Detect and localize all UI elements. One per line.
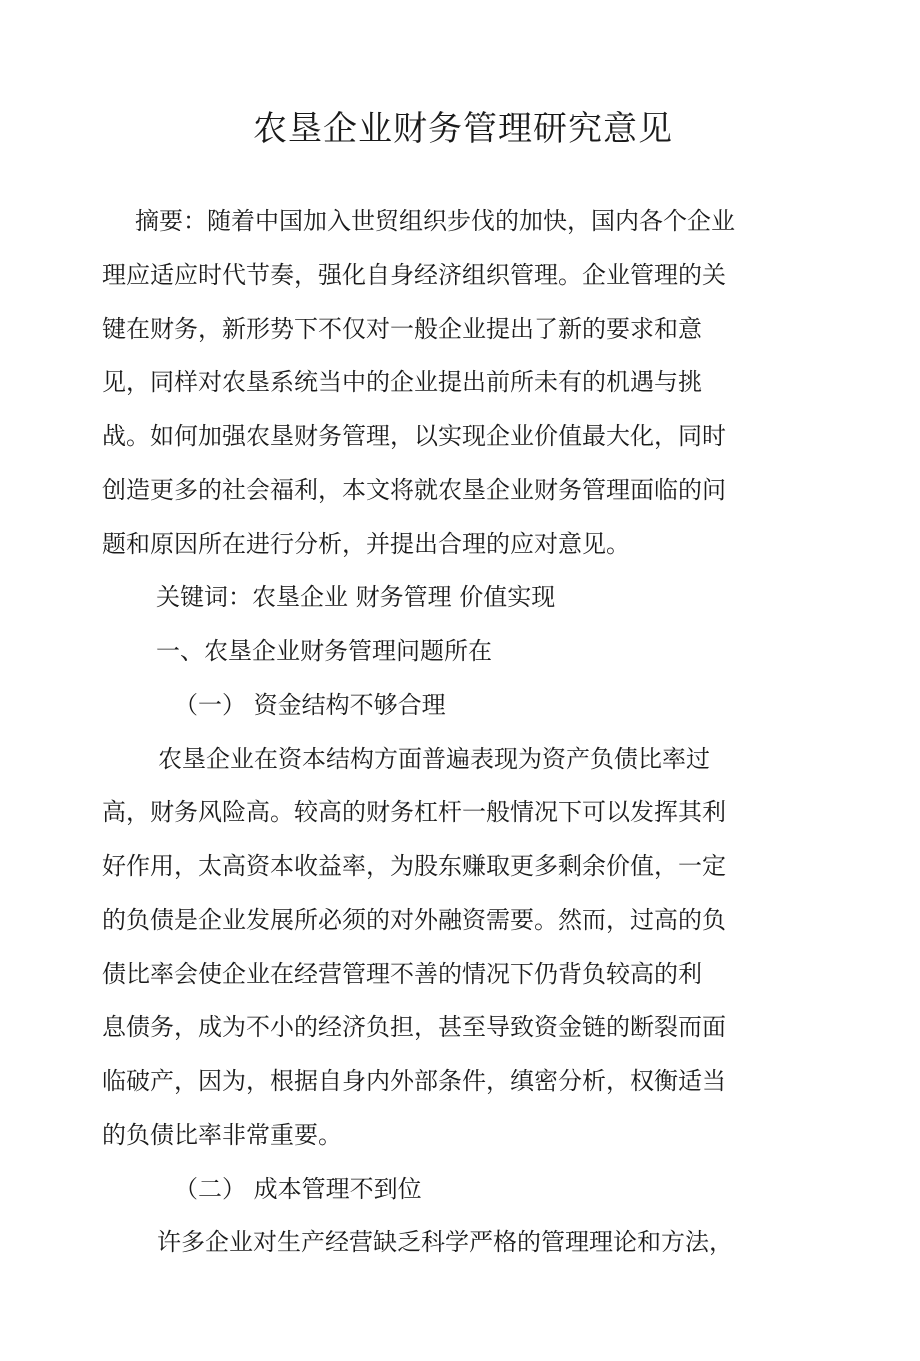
paragraph-line-3: 好作用，太高资本收益率，为股东赚取更多剩余价值，一定 [102,852,726,880]
paragraph-line-8: 的负债比率非常重要。 [102,1120,342,1149]
abstract-line-7: 题和原因所在进行分析，并提出合理的应对意见。 [102,529,630,558]
paragraph-line-4: 的负债是企业发展所必须的对外融资需要。然而，过高的负 [102,905,726,934]
abstract-line-6: 创造更多的社会福利，本文将就农垦企业财务管理面临的问 [102,475,726,504]
subsection-heading-2: （二） 成本管理不到位 [174,1174,422,1203]
document-body [102,195,792,1270]
abstract-line-5: 战。如何加强农垦财务管理，以实现企业价值最大化，同时 [102,422,726,450]
paragraph-line-1: 农垦企业在资本结构方面普遍表现为资产负债比率过 [158,744,710,773]
paragraph-line-2: 高，财务风险高。较高的财务杠杆一般情况下可以发挥其利 [102,798,726,827]
abstract-line-1: 摘要：随着中国加入世贸组织步伐的加快，国内各个企业 [135,207,735,235]
keywords-line: 关键词：农垦企业 财务管理 价值实现 [156,583,556,612]
paragraph-line-5: 债比率会使企业在经营管理不善的情况下仍背负较高的利 [102,959,702,988]
section-heading-1: 一、农垦企业财务管理问题所在 [156,637,492,665]
paragraph-line-9: 许多企业对生产经营缺乏科学严格的管理理论和方法， [157,1228,733,1257]
subsection-heading-1: （一） 资金结构不够合理 [174,690,446,719]
document-title: 农垦企业财务管理研究意见 [253,108,673,149]
abstract-line-3: 键在财务，新形势下不仅对一般企业提出了新的要求和意 [102,314,702,343]
abstract-line-2: 理应适应时代节奏，强化自身经济组织管理。企业管理的关 [102,260,726,289]
paragraph-line-7: 临破产，因为，根据自身内外部条件，缜密分析，权衡适当 [102,1067,726,1095]
abstract-line-4: 见，同样对农垦系统当中的企业提出前所未有的机遇与挑 [102,368,702,397]
paragraph-line-6: 息债务，成为不小的经济负担，甚至导致资金链的断裂而面 [102,1013,726,1042]
